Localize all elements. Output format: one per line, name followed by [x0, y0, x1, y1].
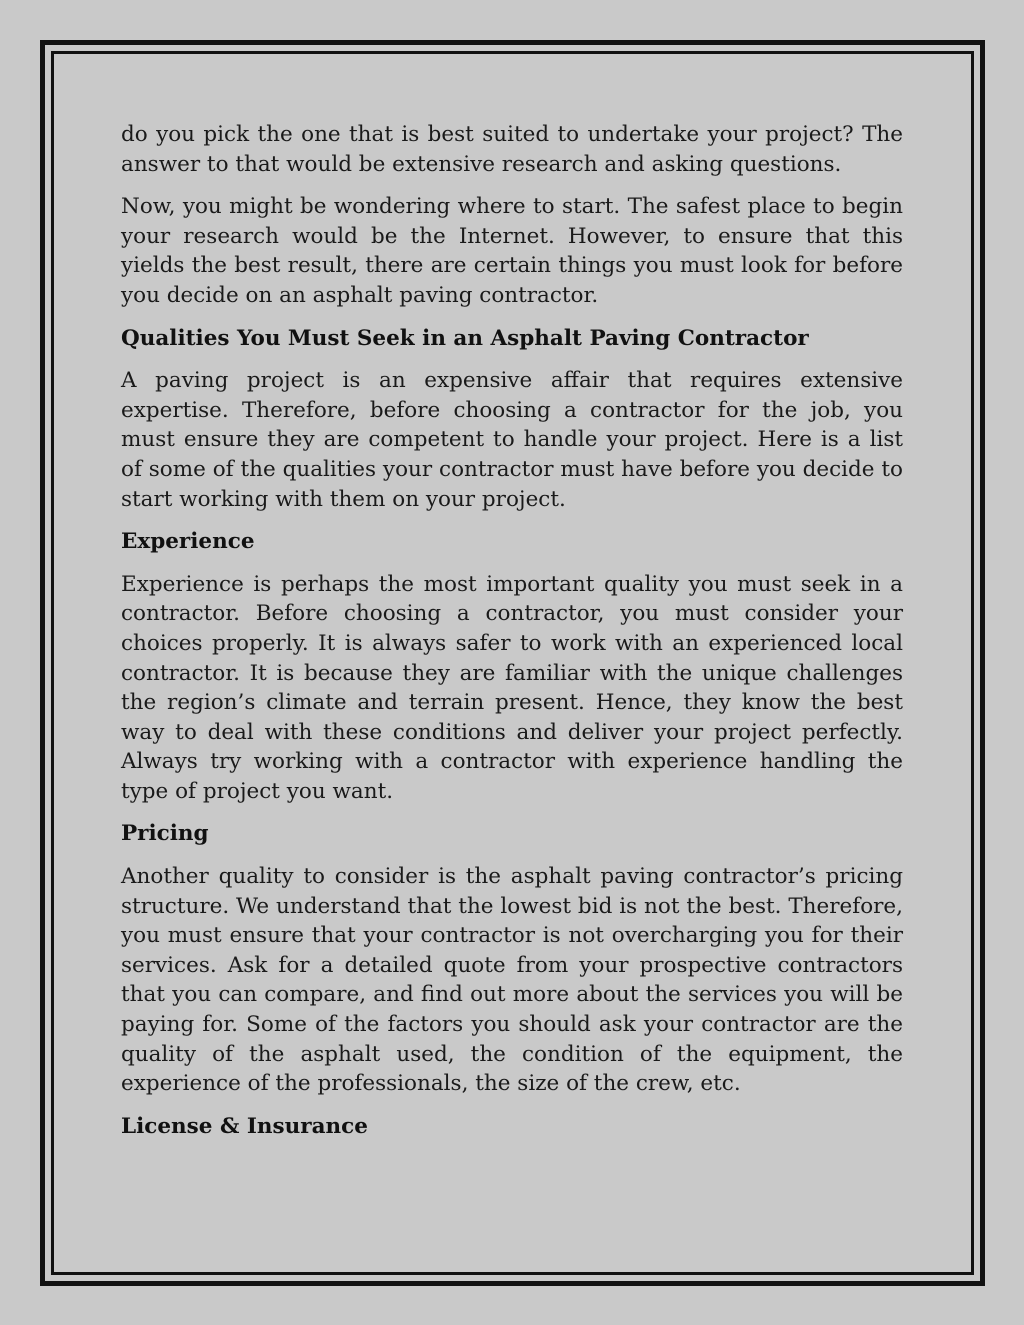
- pricing-paragraph: Another quality to consider is the asphalt paving contractor’s pricing structure. We understand that the lowest bid is not the best. Therefore, you must ensure that your contractor is not overcharging you for their services. Ask for a detailed quote from your prospective contractors that you can compare, and find out more about the services you will be paying for. Some of the factors you should ask your contractor are the quality of the asphalt used, the condition of the equipment, the experience of the professionals, the size of the crew, etc.: [121, 864, 903, 1097]
- qualities-paragraph: A paving project is an expensive affair that requires extensive expertise. Therefore, before choosing a contractor for the job, you must ensure they are competent to handle your project. Here is a list of some of the qualities your contractor must have before you decide to start working with them on your project.: [121, 368, 903, 512]
- qualities-heading: Qualities You Must Seek in an Asphalt Paving Contractor: [121, 325, 809, 351]
- pricing-heading: Pricing: [121, 821, 209, 847]
- experience-paragraph: Experience is perhaps the most important quality you must seek in a contractor. Before choosing a contractor, you must consider your choices properly. It is always safer to work with an experienced local contractor. It is because they are familiar with the unique challenges the region’s climate and terrain present. Hence, they know the best way to deal with these conditions and deliver your project perfectly. Always try working with a contractor with experience handling the type of project you want.: [121, 571, 903, 804]
- intro-paragraph-continuation: do you pick the one that is best suited to undertake your project? The answer to that would be extensive research and asking questions.: [121, 122, 903, 177]
- experience-heading: Experience: [121, 529, 255, 555]
- license-insurance-heading: License & Insurance: [121, 1113, 368, 1139]
- document-body: [121, 120, 903, 1154]
- research-paragraph: Now, you might be wondering where to start. The safest place to begin your research would be the Internet. However, to ensure that this yields the best result, there are certain things you must look for before you decide on an asphalt paving contractor.: [121, 194, 903, 308]
